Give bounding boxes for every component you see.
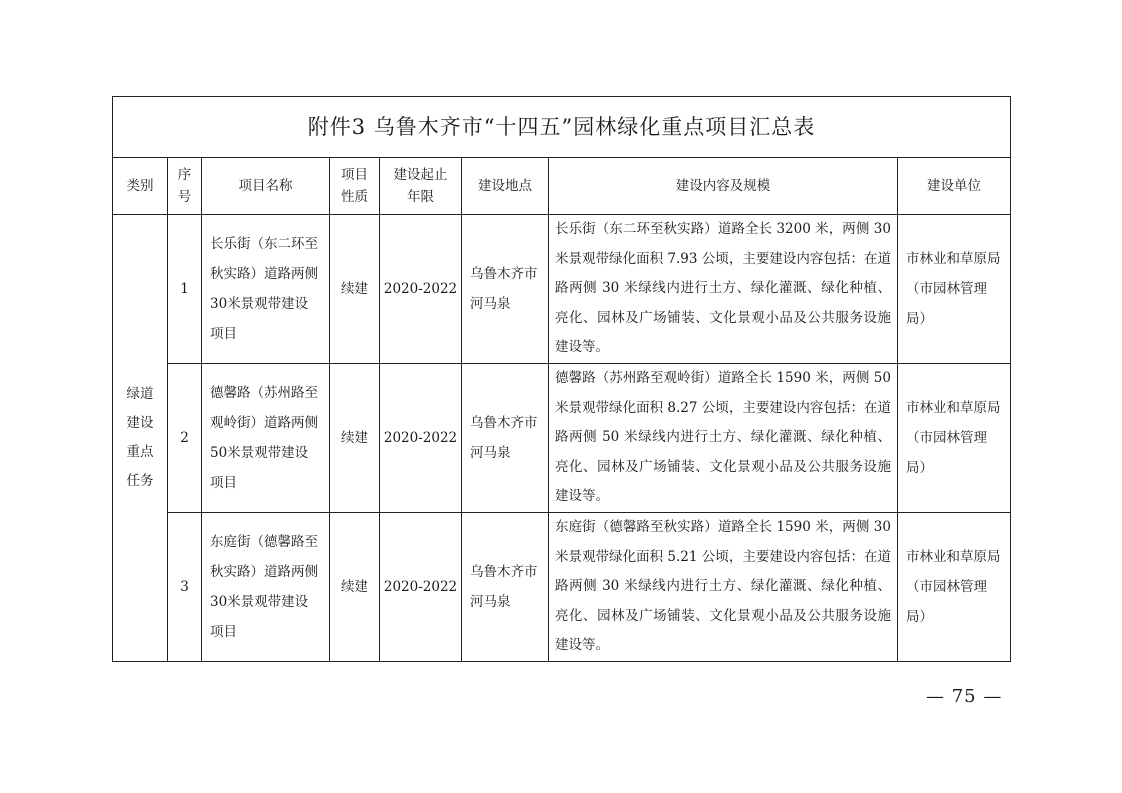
- header-seq: 序 号: [168, 158, 202, 215]
- row-nature: 续建: [330, 215, 380, 364]
- table-title: 附件3 乌鲁木齐市“十四五”园林绿化重点项目汇总表: [113, 97, 1011, 158]
- row-seq: 3: [168, 513, 202, 662]
- row-nature: 续建: [330, 513, 380, 662]
- row-content: 德馨路（苏州路至观岭街）道路全长 1590 米，两侧 50 米景观带绿化面积 8.27 公顷，主要建设内容包括：在道路两侧 50 米绿线内进行土方、绿化灌溉、绿化种植、亮化、园林及广场铺装、文化景观小品及公共服务设施建设等。: [549, 364, 898, 513]
- project-summary-table: [112, 96, 1011, 662]
- table-row: [113, 513, 1011, 662]
- row-period: 2020-2022: [380, 215, 462, 364]
- row-content: 长乐街（东二环至秋实路）道路全长 3200 米，两侧 30 米景观带绿化面积 7.93 公顷，主要建设内容包括：在道路两侧 30 米绿线内进行土方、绿化灌溉、绿化种植、亮化、园林及广场铺装、文化景观小品及公共服务设施建设等。: [549, 215, 898, 364]
- category-cell: 绿道 建设 重点 任务: [113, 215, 168, 662]
- page-number: — 75 —: [926, 686, 1003, 707]
- header-category: 类别: [113, 158, 168, 215]
- row-nature: 续建: [330, 364, 380, 513]
- header-period: 建设起止 年限: [380, 158, 462, 215]
- row-unit: 市林业和草原局（市园林管理局）: [898, 215, 1011, 364]
- row-seq: 1: [168, 215, 202, 364]
- row-period: 2020-2022: [380, 364, 462, 513]
- table-row: [113, 364, 1011, 513]
- header-content: 建设内容及规模: [549, 158, 898, 215]
- row-content: 东庭街（德馨路至秋实路）道路全长 1590 米，两侧 30 米景观带绿化面积 5.21 公顷，主要建设内容包括：在道路两侧 30 米绿线内进行土方、绿化灌溉、绿化种植、亮化、园林及广场铺装、文化景观小品及公共服务设施建设等。: [549, 513, 898, 662]
- header-unit: 建设单位: [898, 158, 1011, 215]
- row-unit: 市林业和草原局（市园林管理局）: [898, 364, 1011, 513]
- row-unit: 市林业和草原局（市园林管理局）: [898, 513, 1011, 662]
- row-period: 2020-2022: [380, 513, 462, 662]
- row-project-name: 长乐街（东二环至秋实路）道路两侧30米景观带建设项目: [202, 215, 330, 364]
- row-seq: 2: [168, 364, 202, 513]
- row-project-name: 德馨路（苏州路至观岭街）道路两侧50米景观带建设项目: [202, 364, 330, 513]
- row-project-name: 东庭街（德馨路至秋实路）道路两侧30米景观带建设项目: [202, 513, 330, 662]
- row-location: 乌鲁木齐市河马泉: [462, 215, 549, 364]
- row-location: 乌鲁木齐市河马泉: [462, 513, 549, 662]
- header-name: 项目名称: [202, 158, 330, 215]
- header-row: [113, 158, 1011, 215]
- header-location: 建设地点: [462, 158, 549, 215]
- table-row: [113, 215, 1011, 364]
- header-nature: 项目 性质: [330, 158, 380, 215]
- row-location: 乌鲁木齐市河马泉: [462, 364, 549, 513]
